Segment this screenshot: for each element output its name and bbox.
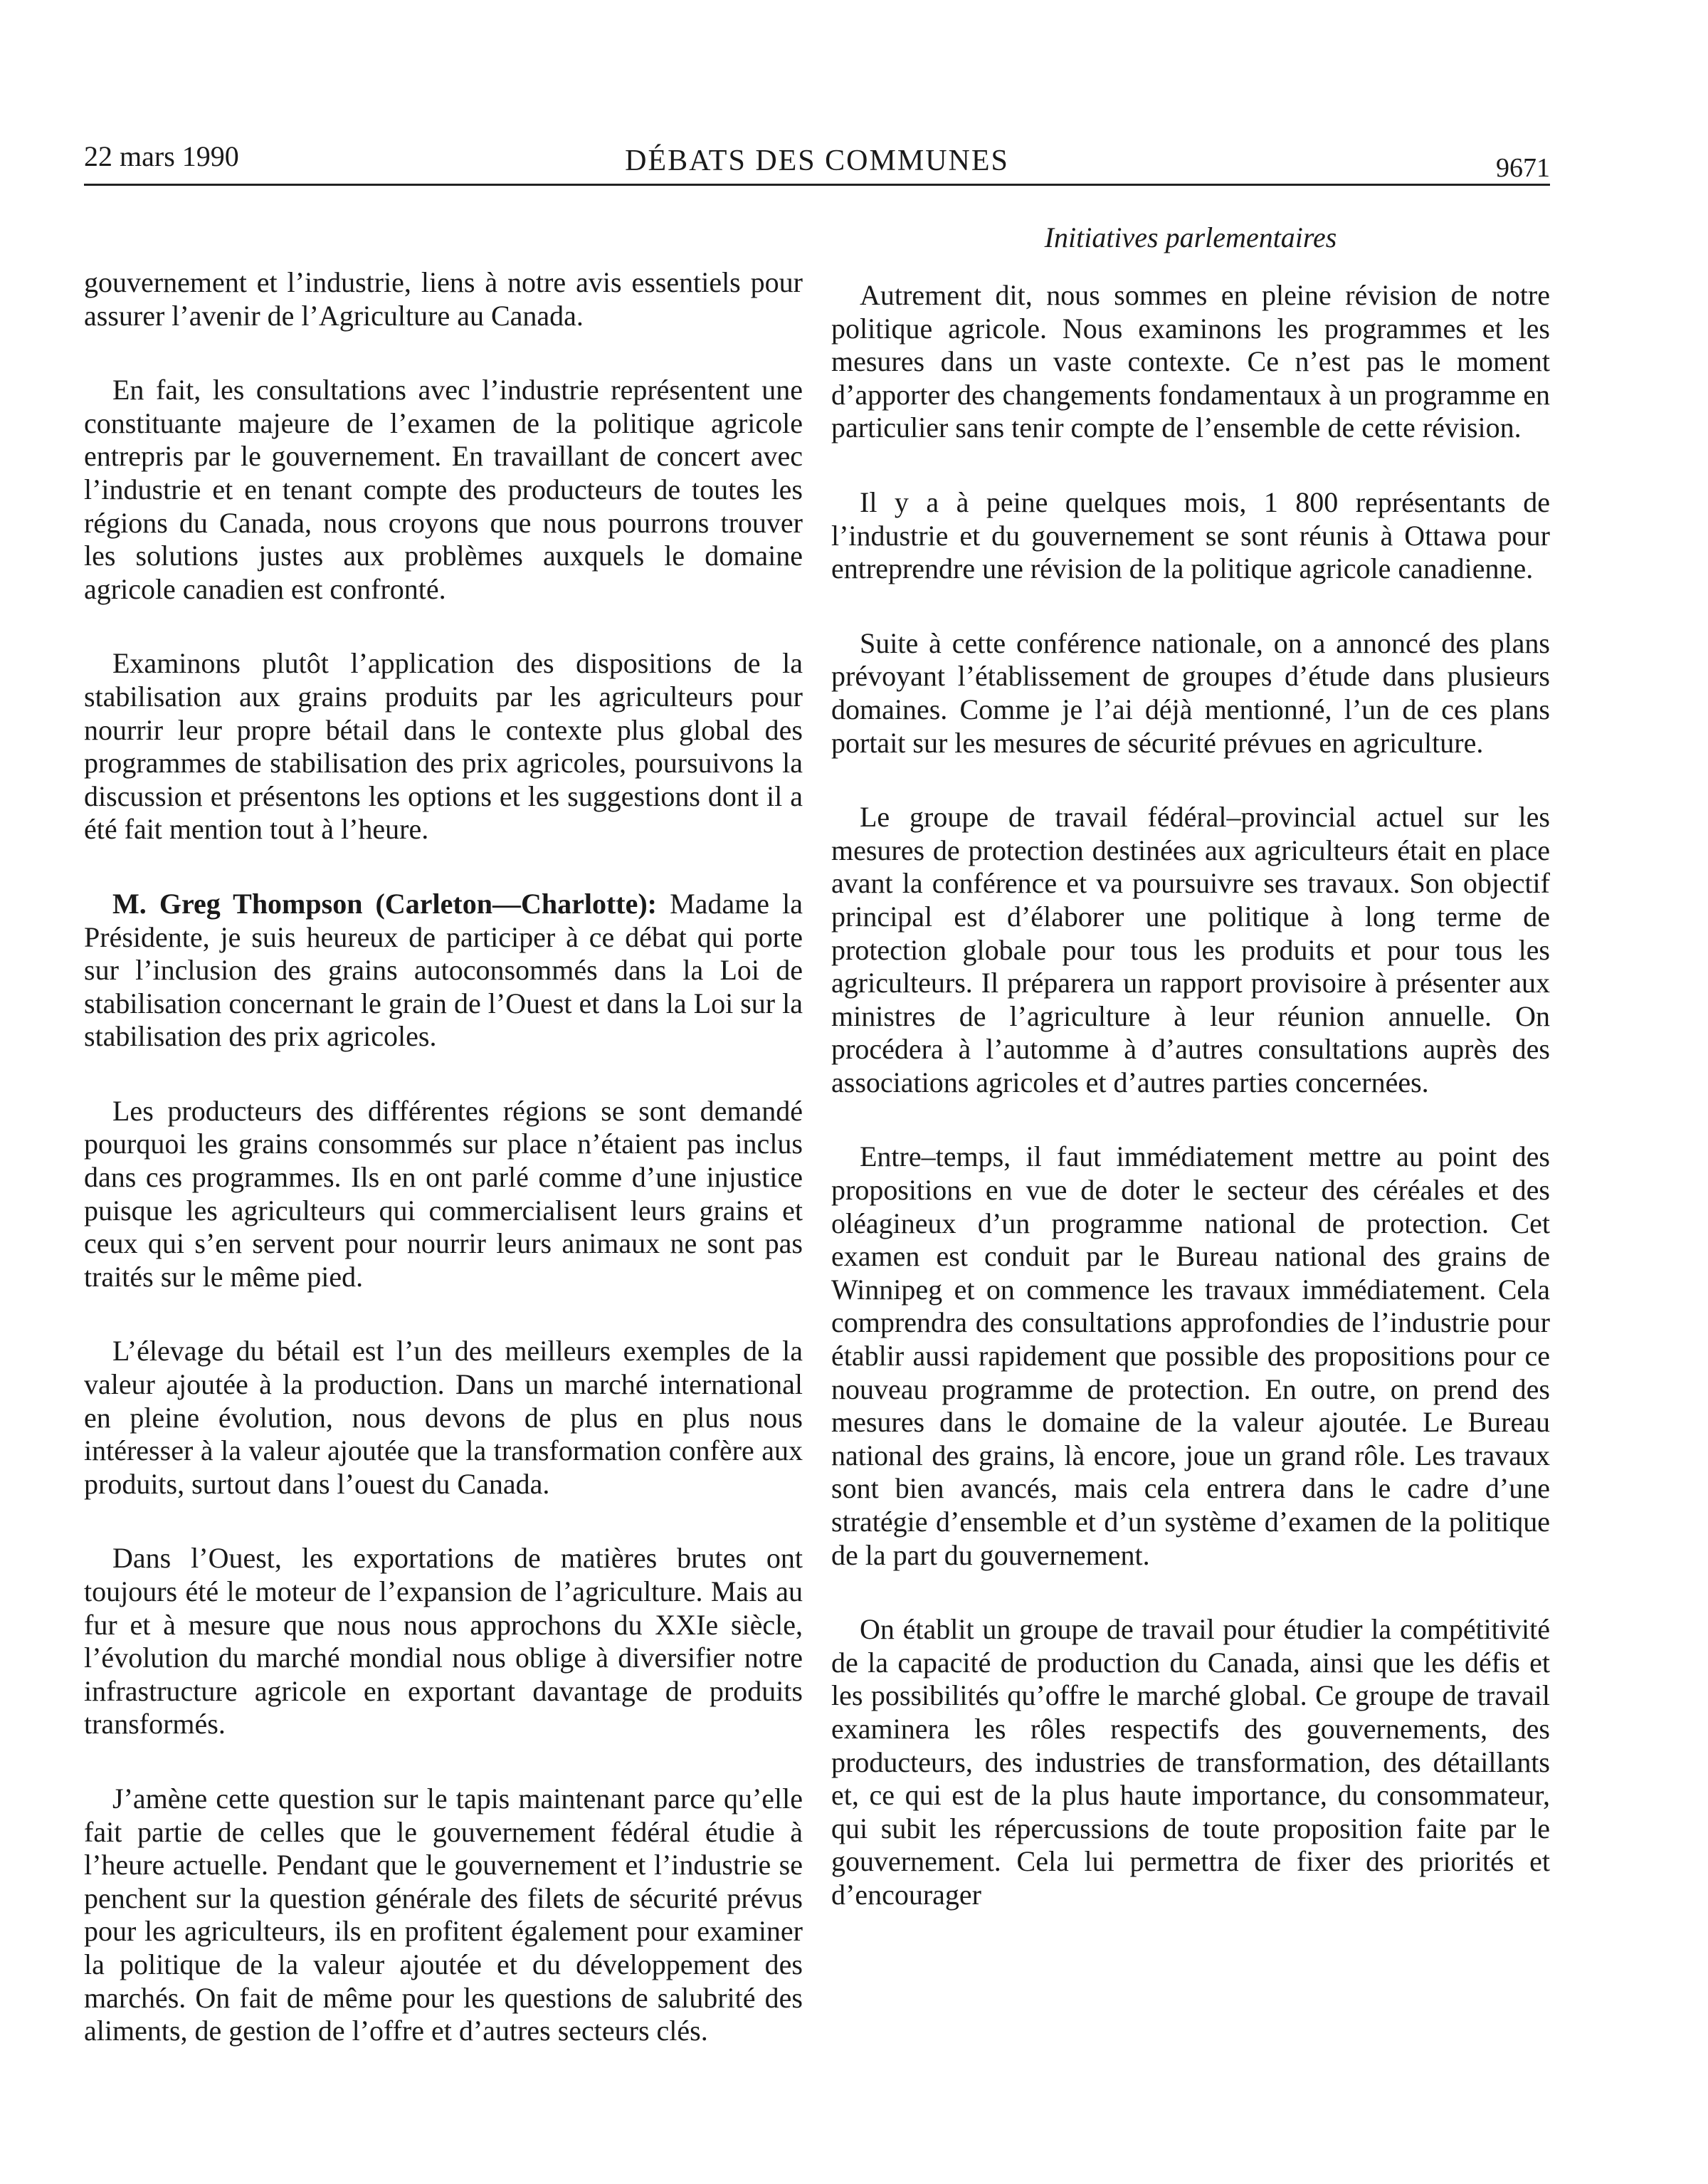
speaker-name: M. Greg Thompson (Carleton—Charlotte): <box>112 887 657 920</box>
speaker-paragraph <box>84 888 803 1054</box>
paragraph: gouvernement et l’industrie, liens à notre avis essentiels pour assurer l’avenir de l’Agriculture au Canada. <box>84 266 803 332</box>
paragraph: Les producteurs des différentes régions se sont demandé pourquoi les grains consommés sur place n’étaient pas inclus dans ces programmes. Ils en ont parlé comme d’une injustice puisque les agriculteurs qui commercialisent leurs grains et ceux qui s’en servent pour nourrir leurs animaux ne sont pas traités sur le même pied. <box>84 1094 803 1293</box>
paragraph: L’élevage du bétail est l’un des meilleurs exemples de la valeur ajoutée à la production. Dans un marché international en pleine évolution, nous devons de plus en plus nous intéresser à la valeur ajoutée que la transformation confère aux produits, surtout dans l’ouest du Canada. <box>84 1335 803 1500</box>
paragraph: Suite à cette conférence nationale, on a annoncé des plans prévoyant l’établissement de groupes d’étude dans plusieurs domaines. Comme je l’ai déjà mentionné, l’un de ces plans portait sur les mesures de sécurité prévues en agriculture. <box>831 626 1550 759</box>
page-header <box>84 140 1550 186</box>
speech-text: Madame la Présidente, je suis heureux de participer à ce débat qui porte sur l’inclusion des grains autoconsommés dans la Loi de stabilisation concernant le grain de l’Ouest et dans la Loi sur la stabilisation des prix agricoles. <box>84 887 803 1053</box>
paragraph: J’amène cette question sur le tapis maintenant parce qu’elle fait partie de celles que le gouvernement fédéral étudie à l’heure actuelle. Pendant que le gouvernement et l’industrie se penchent sur la question générale des filets de sécurité prévus pour les agriculteurs, ils en profitent également pour examiner la politique de la valeur ajoutée et du développement des marchés. On fait de même pour les questions de salubrité des aliments, de gestion de l’offre et d’autres secteurs clés. <box>84 1782 803 2047</box>
left-column <box>84 266 803 2089</box>
paragraph: Entre–temps, il faut immédiatement mettre au point des propositions en vue de doter le secteur des céréales et des oléagineux d’un programme national de protection. Cet examen est conduit par le Bureau national des grains de Winnipeg et on commence les travaux immédiatement. Cela comprendra des consultations approfondies de l’industrie pour établir aussi rapidement que possible des propositions pour ce nouveau programme de protection. En outre, on prend des mesures dans le domaine de la valeur ajoutée. Le Bureau national des grains, là encore, joue un grand rôle. Les travaux sont bien avancés, mais cela entrera dans le cadre d’une stratégie d’ensemble et d’un système d’examen de la politique de la part du gouvernement. <box>831 1140 1550 1571</box>
header-date: 22 mars 1990 <box>84 140 239 172</box>
paragraph: Il y a à peine quelques mois, 1 800 représentants de l’industrie et du gouvernement se sont réunis à Ottawa pour entreprendre une révision de la politique agricole canadienne. <box>831 485 1550 585</box>
paragraph: En fait, les consultations avec l’industrie représentent une constituante majeure de l’examen de la politique agricole entrepris par le gouvernement. En travaillant de concert avec l’industrie et en tenant compte des producteurs de toutes les régions du Canada, nous croyons que nous pourrons trouver les solutions justes aux problèmes auxquels le domaine agricole canadien est confronté. <box>84 374 803 605</box>
paragraph: On établit un groupe de travail pour étudier la compétitivité de la capacité de production du Canada, ainsi que les défis et les possibilités qu’offre le marché global. Ce groupe de travail examinera les rôles respectifs des gouvernements, des producteurs, des industries de transformation, des détaillants et, ce qui est de la plus haute importance, du consommateur, qui subit les répercussions de toute proposition faite par le gouvernement. Cela lui permettra de fixer des priorités et d’encourager <box>831 1613 1550 1911</box>
page-number: 9671 <box>1496 153 1550 183</box>
header-title: DÉBATS DES COMMUNES <box>625 145 1009 177</box>
right-column <box>831 279 1550 1953</box>
paragraph: Autrement dit, nous sommes en pleine révision de notre politique agricole. Nous examinons les programmes et les mesures dans un vaste contexte. Ce n’est pas le moment d’apporter des changements fondamentaux à un programme en particulier sans tenir compte de l’ensemble de cette révision. <box>831 279 1550 444</box>
paragraph: Examinons plutôt l’application des dispositions de la stabilisation aux grains produits par les agriculteurs pour nourrir leur propre bétail dans le contexte plus global des programmes de stabilisation des prix agricoles, poursuivons la discussion et présentons les options et les suggestions dont il a été fait mention tout à l’heure. <box>84 647 803 846</box>
paragraph: Dans l’Ouest, les exportations de matières brutes ont toujours été le moteur de l’expansion de l’agriculture. Mais au fur et à mesure que nous nous approchons du XXIe siècle, l’évolution du marché mondial nous oblige à diversifier notre infrastructure agricole en exportant davantage de produits transformés. <box>84 1542 803 1741</box>
section-label: Initiatives parlementaires <box>1044 221 1337 253</box>
paragraph: Le groupe de travail fédéral–provincial actuel sur les mesures de protection destinées aux agriculteurs était en place avant la conférence et va poursuivre ses travaux. Son objectif principal est d’élaborer une politique à long terme de protection globale pour tous les produits et pour tous les agriculteurs. Il préparera un rapport provisoire à présenter aux ministres de l’agriculture à leur réunion annuelle. On procédera à l’automme à d’autres consultations auprès des associations agricoles et d’autres parties concernées. <box>831 801 1550 1098</box>
